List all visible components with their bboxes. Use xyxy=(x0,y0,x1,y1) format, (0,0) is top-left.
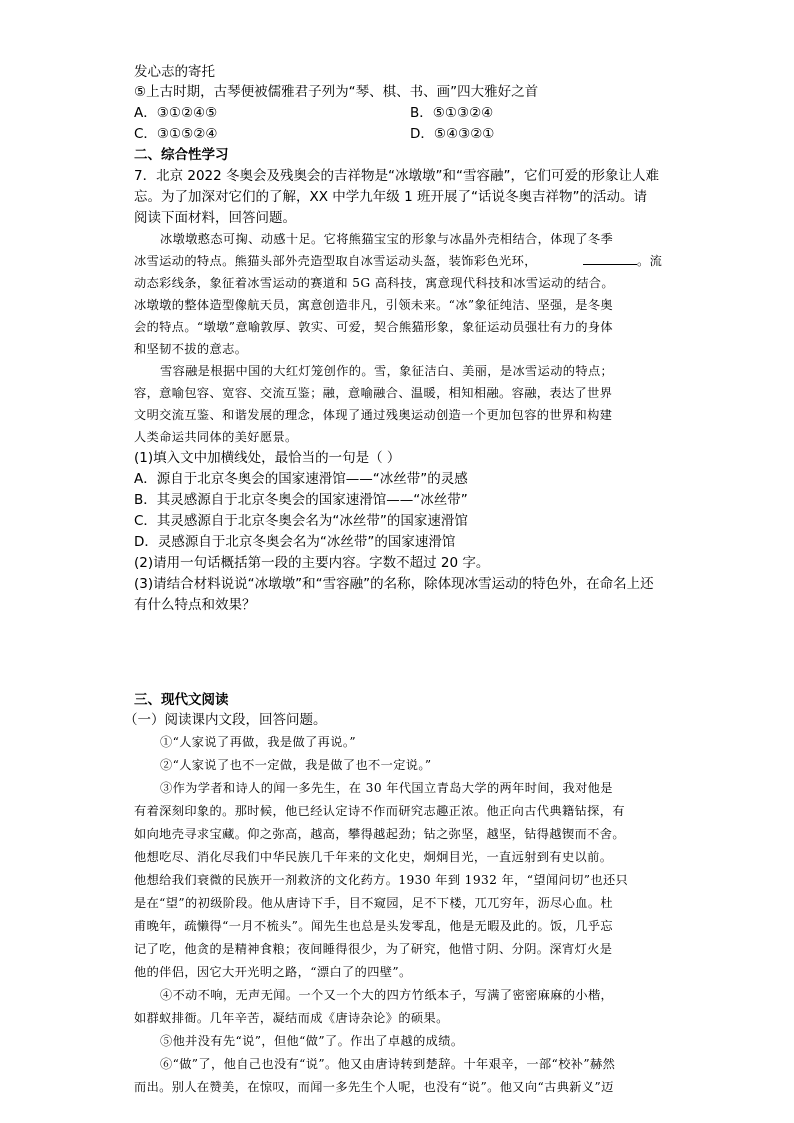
question-7-intro: 忘。为了加深对它们的了解，XX 中学九年级 1 班开展了“话说冬奥吉祥物”的活动。请 xyxy=(134,189,647,205)
passage-line: 冰墩墩的整体造型像航天员，寓意创造非凡，引领未来。“冰”象征纯洁、坚强，是冬奥 xyxy=(134,298,613,312)
passage-line: 冰雪运动的特点。熊猫头部外壳造型取自冰雪运动头盔，装饰彩色光环， xyxy=(134,254,537,268)
option-a: A．③①②④⑤ xyxy=(134,105,218,121)
passage-line: ④不动不响，无声无闻。一个又一个大的四方竹纸本子，写满了密密麻麻的小楷， xyxy=(160,988,614,1002)
sentence-five: ⑤上古时期，古琴便被儒雅君子列为“琴、棋、书、画”四大雅好之首 xyxy=(134,84,539,100)
passage-line: 会的特点。“墩墩”意喻敦厚、敦实、可爱，契合熊猫形象，象征运动员强壮有力的身体 xyxy=(134,320,613,334)
passage-line: 动态彩线条，象征着冰雪运动的赛道和 5G 高科技，寓意现代科技和冰雪运动的结合。 xyxy=(134,276,614,290)
passage-line: 而出。别人在赞美，在惊叹，而闻一多先生个人呢，也没有“说”。他又向“古典新义”迈 xyxy=(134,1080,614,1094)
option-b: B．⑤①③②④ xyxy=(410,105,494,121)
section-heading-3: 三、现代文阅读 xyxy=(134,692,229,708)
q1-option-a: A．源自于北京冬奥会的国家速滑馆——“冰丝带”的灵感 xyxy=(134,471,468,487)
question-3: (3)请结合材料说说“冰墩墩”和“雪容融”的名称，除体现冰雪运动的特色外，在命名上还 xyxy=(134,576,654,592)
passage-line: 容，意喻包容、宽容、交流互鉴；融，意喻融合、温暖，相知相融。容融，表达了世界 xyxy=(134,386,613,400)
passage-line: 记了吃，他贪的是精神食粮；夜间睡得很少，为了研究，他惜寸阴、分阴。深宵灯火是 xyxy=(134,942,613,956)
quote-line: ②“人家说了也不一定做，我是做了也不一定说。” xyxy=(160,758,432,772)
passage-line: 是在“望”的初级阶段。他从唐诗下手，目不窥园，足不下楼，兀兀穷年，沥尽心血。杜 xyxy=(134,896,613,910)
passage-line: 甫晚年，疏懒得“一月不梳头”。闻先生也总是头发零乱，他是无暇及此的。饭，几乎忘 xyxy=(134,919,613,933)
q1-option-b: B．其灵感源自于北京冬奥会的国家速滑馆——“冰丝带” xyxy=(134,492,468,508)
q1-option-d: D．灵感源自于北京冬奥会名为“冰丝带”的国家速滑馆 xyxy=(134,534,456,550)
passage-line: 冰墩墩憨态可掬、动感十足。它将熊猫宝宝的形象与冰晶外壳相结合，体现了冬季 xyxy=(160,232,614,246)
question-7-intro: 7．北京 2022 冬奥会及残奥会的吉祥物是“冰墩墩”和“雪容融”，它们可爱的形象让人难 xyxy=(134,168,660,184)
passage-line: 人类命运共同体的美好愿景。 xyxy=(134,430,298,444)
question-2: (2)请用一句话概括第一段的主要内容。字数不超过 20 字。 xyxy=(134,555,490,571)
q1-option-c: C．其灵感源自于北京冬奥会名为“冰丝带”的国家速滑馆 xyxy=(134,513,468,529)
fill-blank: 。流 xyxy=(583,251,662,271)
passage-line: 雪容融是根据中国的大红灯笼创作的。雪，象征洁白、美丽，是冰雪运动的特点； xyxy=(160,364,614,378)
passage-line: 文明交流互鉴、和谐发展的理念，体现了通过残奥运动创造一个更加包容的世界和构建 xyxy=(134,408,613,422)
option-d: D．⑤④③②① xyxy=(410,126,495,142)
passage-line: 他的伴侣，因它大开光明之路，“漂白了的四壁”。 xyxy=(134,965,412,979)
passage-line: 他想吃尽、消化尽我们中华民族几千年来的文化史，炯炯目光，一直远射到有史以前。 xyxy=(134,850,613,864)
question-1: (1)填入文中加横线处，最恰当的一句是（ ） xyxy=(134,450,401,466)
continuation-line: 发心志的寄托 xyxy=(134,64,215,80)
section-heading-2: 二、综合性学习 xyxy=(134,147,229,163)
passage-line: ⑥“做”了，他自己也没有“说”。他又由唐诗转到楚辞。十年艰辛，一部“校补”赫然 xyxy=(160,1057,616,1071)
passage-line: 如向地壳寻求宝藏。仰之弥高，越高，攀得越起劲；钻之弥坚，越坚，钻得越锲而不舍。 xyxy=(134,827,625,841)
question-7-intro: 阅读下面材料，回答问题。 xyxy=(134,210,296,226)
passage-line: 如群蚁排衙。几年辛苦，凝结而成《唐诗杂论》的硕果。 xyxy=(134,1011,449,1025)
option-c: C．③①⑤②④ xyxy=(134,126,218,142)
quote-line: ①“人家说了再做，我是做了再说。” xyxy=(160,735,356,749)
passage-line: 他想给我们衰微的民族开一剂救济的文化药方。1930 年到 1932 年，“望闻问切”也还只 xyxy=(134,873,629,887)
passage-line: ⑤他并没有先“说”，但他“做”了。作出了卓越的成绩。 xyxy=(160,1034,464,1048)
question-3: 有什么特点和效果？ xyxy=(134,597,256,613)
passage-line: ③作为学者和诗人的闻一多先生，在 30 年代国立青岛大学的两年时间，我对他是 xyxy=(160,781,613,795)
passage-line: 有着深刻印象的。那时候，他已经认定诗不作而研究志趣正浓。他正向古代典籍钻探，有 xyxy=(134,804,625,818)
passage-line: 和坚韧不拔的意志。 xyxy=(134,342,248,356)
subsection-heading: （一）阅读课内文段，回答问题。 xyxy=(124,712,327,728)
